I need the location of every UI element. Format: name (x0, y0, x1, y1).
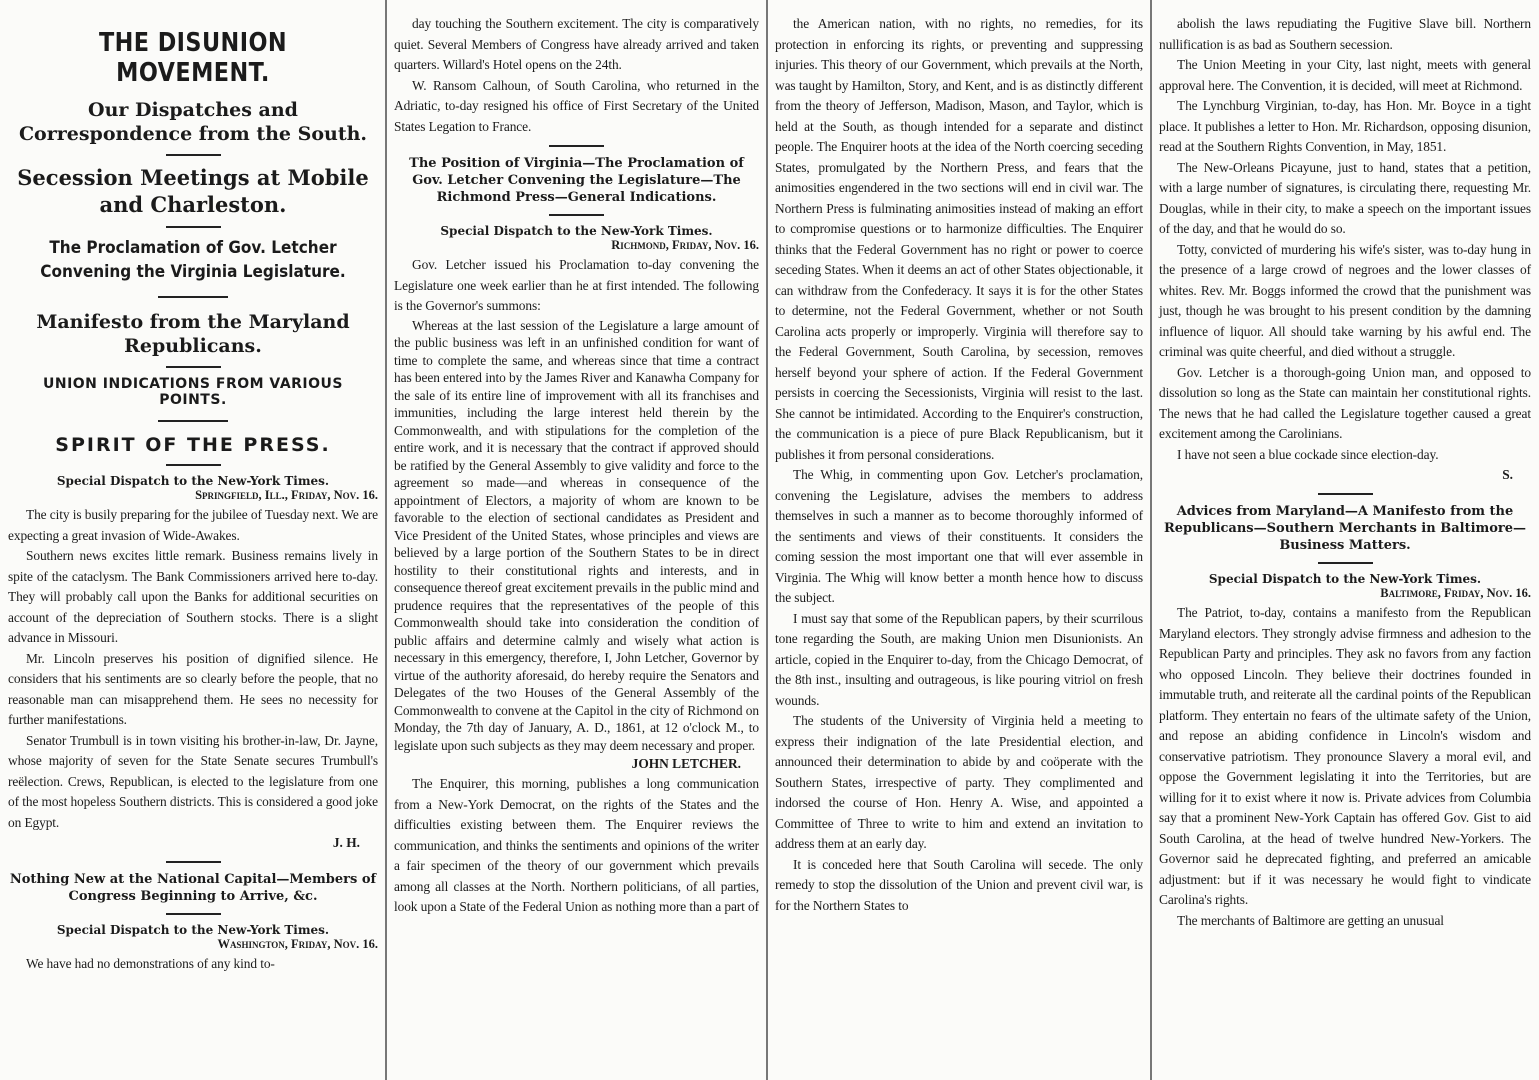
section-heading: Advices from Maryland—A Manifesto from the Republicans—Southern Merchants in Baltimore—Business Matters. (1163, 504, 1527, 553)
signature: S. (1502, 467, 1513, 482)
paragraph: We have had no demonstrations of any kind to- (26, 956, 275, 971)
section-heading: Nothing New at the National Capital—Members of Congress Beginning to Arrive, &c. (9, 872, 377, 904)
paragraph: I have not seen a blue cockade since election-day. (1177, 446, 1439, 462)
deck-proclamation: The Proclamation of Gov. Letcher Convening the Virginia Legislature. (40, 238, 346, 282)
separator (158, 296, 228, 298)
deck-union-indications: UNION INDICATIONS FROM VARIOUS POINTS. (42, 376, 343, 408)
separator (166, 154, 221, 156)
paragraph: abolish the laws repudiating the Fugitive Slave bill. Northern nullification is as bad as Southern secession. (1159, 16, 1531, 52)
separator (166, 366, 221, 368)
paragraph: Southern news excites little remark. Business remains lively in spite of the cataclysm. The Bank Commissioners arrived here to-day. They will probably call upon the Banks for additional securities on account of the depreciation of Southern stocks. There is a slight advance in Missouri. (8, 548, 378, 645)
paragraph: The merchants of Baltimore are getting an unusual (1177, 912, 1444, 928)
paragraph: The Union Meeting in your City, last night, meets with general approval here. The Convention, it is decided, will meet at Richmond. (1159, 57, 1531, 93)
paragraph: The students of the University of Virginia held a meeting to express their indignation of the late Presidential election, and announced their determination to abide by and coöperate with the Southern States, irrespective of party. They complimented and indorsed the course of Hon. Henry A. Wise, and appointed a Committee of Three to write to him and extend an invitation to address them at an early day. (775, 713, 1143, 851)
paragraph: Senator Trumbull is in town visiting his brother-in-law, Dr. Jayne, whose majority of seven for the State Senate secures Trumbull's reëlection. Crews, Republican, is elected to the legislature from one of the most hopeless Southern districts. This is considered a good joke on Egypt. (8, 732, 378, 830)
dateline: Baltimore, Friday, Nov. 16. (1380, 586, 1531, 600)
signature: JOHN LETCHER. (631, 756, 741, 771)
dispatch-line: Special Dispatch to the New-York Times. (56, 923, 330, 937)
paragraph: The Enquirer, this morning, publishes a long communication from a New-York Democrat, on the rights of the States and the difficulties existing between them. The Enquirer reviews the communication, and thinks the sentiments and opinions of the writer a fair specimen of the theory of our government which prevails among all classes at the North. Northern politicians, of all parties, look upon a State of the Federal Union as nothing more than a part of (394, 776, 759, 914)
paragraph: W. Ransom Calhoun, of South Carolina, who returned in the Adriatic, to-day resigned his office of First Secretary of the United States Legation to France. (394, 77, 759, 134)
deck-manifesto: Manifesto from the Maryland Republicans. (36, 311, 350, 357)
separator (549, 145, 604, 147)
paragraph: day touching the Southern excitement. The city is comparatively quiet. Several Members of Congress have already arrived and taken quarters. Willard's Hotel opens on the 24th. (394, 16, 759, 72)
separator (166, 226, 221, 228)
paragraph: I must say that some of the Republican papers, by their scurrilous tone regarding the South, are making Union men Disunionists. An article, copied in the Enquirer to-day, from the Chicago Democrat, of the 8th inst., insulting and outrageous, is like pouring vitriol on fresh wounds. (775, 610, 1143, 708)
separator (1318, 493, 1373, 495)
separator (166, 464, 221, 466)
separator (166, 913, 221, 915)
main-headline: THE DISUNION MOVEMENT. (98, 28, 288, 88)
dateline: Springfield, Ill., Friday, Nov. 16. (195, 488, 378, 502)
proclamation-text: Whereas at the last session of the Legislature a large amount of the public business was left in an unfinished condition for want of time to complete the same, and whereas since that time a contract has been entered into by the James River and Kanawha Company for the sale of its entire line of improvement with all its franchises and immunities, including the large interest held therein by the Commonwealth, and with stipulations for the completion of the entire work, and it is necessary that the contract if approved should be ratified by the General Assembly to give validity and force to the agreement so made—and whereas in consequence of the appointment of Electors, a majority of whom are known to be favorable to the election of sectional candidates as President and Vice President of the United States, whose principles and views are believed by a large portion of the Southern States to be in direct hostility to their constitutional rights and interests, and in consequence thereof great excitement prevails in the public mind and prudence requires that the representatives of the people of this Commonwealth should take into consideration the condition of public affairs and determine calmly and wisely what action is necessary in this emergency, therefore, I, John Letcher, Governor by virtue of the authority aforesaid, do hereby require the Senators and Delegates of the two Houses of the General Assembly of the Commonwealth to convene at the Capitol in the city of Richmond on Monday, the 7th day of January, A. D., 1861, at 12 o'clock M., to legislate upon such subjects as they may deem necessary and proper. (394, 317, 759, 753)
dispatch-line: Special Dispatch to the New-York Times. (1208, 572, 1482, 586)
paragraph: The city is busily preparing for the jubilee of Tuesday next. We are expecting a great invasion of Wide-Awakes. (8, 507, 378, 543)
dispatch-line: Special Dispatch to the New-York Times. (56, 474, 330, 488)
paragraph: The Patriot, to-day, contains a manifesto from the Republican Maryland electors. They strongly advise firmness and adhesion to the Republican Party and principles. They ask no favors from any faction who opposed Lincoln. They believe their doctrines founded in immutable truth, and reiterate all the cardinal points of the Republican platform. They entertain no fears of the ultimate safety of the Union, and repose an abiding confidence in Lincoln's wisdom and conservative patriotism. They pronounce Slavery a moral evil, and oppose the Government legislating it into the Territories, but are willing for it to exist where it now is. Private advices from Columbia say that a prominent New-York Captain has offered Gov. Gist to aid South Carolina, at the head of twelve hundred New-Yorkers. The Governor said he deprecated fighting, and preferred an amicable adjustment: but if it was necessary he would fight to vindicate Carolina's rights. (1159, 605, 1531, 907)
column-2 (386, 0, 767, 1080)
separator (158, 420, 228, 422)
separator (549, 214, 604, 216)
paragraph: The New-Orleans Picayune, just to hand, states that a petition, with a large number of signatures, is circulating there, requesting Mr. Douglas, while in their city, to make a speech on the important issues of the day, and that he would do so. (1159, 159, 1531, 236)
paragraph: It is conceded here that South Carolina will secede. The only remedy to stop the dissolution of the Union and prevent civil war, is for the Northern States to (775, 856, 1143, 913)
dateline: Washington, Friday, Nov. 16. (217, 937, 378, 951)
section-heading: The Position of Virginia—The Proclamation of Gov. Letcher Convening the Legislature—The Richmond Press—General Indications. (409, 156, 744, 205)
separator (1318, 562, 1373, 564)
paragraph: Totty, convicted of murdering his wife's sister, was to-day hung in the presence of a large crowd of negroes and the lower classes of whites. Rev. Mr. Boggs informed the crowd that the punishment was just, though he was brought to his present condition by the damning influence of liquor. All should take warning by his awful end. The criminal was quite cheerful, and died without a struggle. (1159, 241, 1531, 359)
paragraph: Gov. Letcher is a thorough-going Union man, and opposed to dissolution so long as the State can maintain her constitutional rights. The news that he had called the Legislature together caused a great excitement among the Carolinians. (1159, 364, 1531, 441)
paragraph: the American nation, with no rights, no remedies, for its protection in enforcing its rights, or preventing and suppressing injuries. This theory of our Government, which prevails at the North, was taught by Hamilton, Story, and Kent, and is as distinctly different from the theory of Jefferson, Madison, Mason, and Taylor, which is held at the South, as though intended for a separate and distinct people. The Enquirer hoots at the idea of the North coercing seceding States, promulgated by the Northern Press, and fears that the animosities engendered in the two sections will end in civil war. The Northern Press is fulminating animosities instead of making an effort to compromise questions or to harmonize difficulties. The Enquirer thinks that the Federal Government has no right or power to coerce seceding States. When it deems an act of other States objectionable, it can withdraw from the Confederacy. It says it is for the other States to determine, not the Federal Government, whether or not South Carolina acts properly or improperly. Virginia will therefore say to the Federal Government, South Carolina, by secession, removes herself beyond your sphere of action. If the Federal Government persists in coercing the Secessionists, Virginia will resist to the last. She cannot be intimidated. According to the Enquirer's construction, the communication is a piece of pure Black Republicanism, but it publishes it from personal considerations. (775, 16, 1143, 462)
deck-spirit-of-press: SPIRIT OF THE PRESS. (55, 434, 331, 456)
dispatch-line: Special Dispatch to the New-York Times. (440, 224, 713, 238)
dateline: Richmond, Friday, Nov. 16. (611, 238, 759, 252)
paragraph: The Lynchburg Virginian, to-day, has Hon. Mr. Boyce in a tight place. It publishes a letter to Hon. Mr. Richardson, opposing disunion, read at the Southern Rights Convention, in May, 1851. (1159, 98, 1531, 154)
signature: J. H. (332, 835, 360, 850)
paragraph: The Whig, in commenting upon Gov. Letcher's proclamation, convening the Legislature, advises the members to address themselves in such a manner as to become thoroughly informed of the sentiments and views of their constituents. It considers the coming session the most important one that will ever assemble in Virginia. The Whig will know better a month hence how to discuss the subject. (775, 467, 1143, 605)
column-4 (1151, 0, 1539, 1080)
column-3 (767, 0, 1151, 1080)
deck-secession-meetings: Secession Meetings at Mobile and Charleston. (17, 165, 369, 217)
paragraph: Gov. Letcher issued his Proclamation to-day convening the Legislature one week earlier than he at first intended. The following is the Governor's summons: (394, 257, 759, 313)
column-1 (0, 0, 386, 1080)
deck-dispatches: Our Dispatches and Correspondence from the South. (18, 99, 368, 145)
paragraph: Mr. Lincoln preserves his position of dignified silence. He considers that his sentiments are so clearly before the people, that no reasonable man can misapprehend them. He sees no necessity for further manifestations. (8, 650, 378, 727)
separator (166, 861, 221, 863)
